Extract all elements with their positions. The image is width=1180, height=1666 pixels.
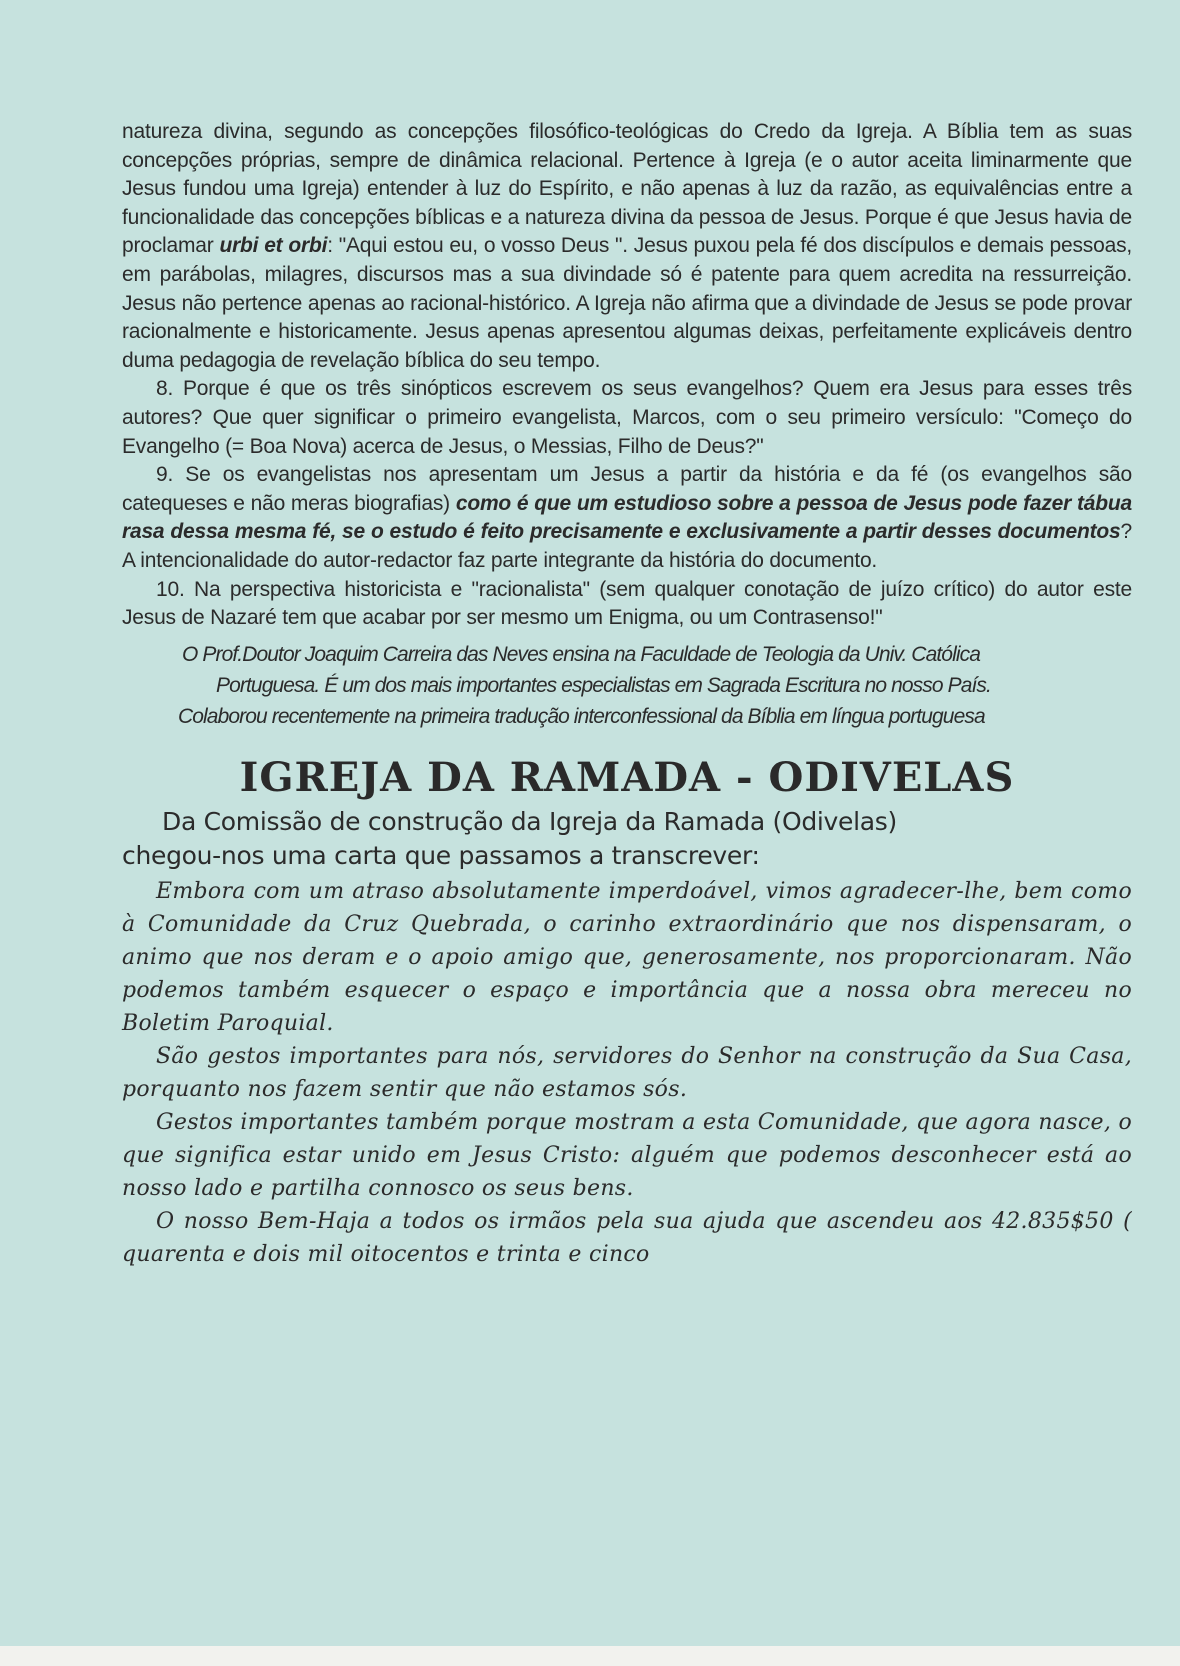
paragraph-text: 9. Se os evangelistas nos apresentam um Jesus a partir da história e da fé (os evangelhos são catequeses e não meras biografias) bbox=[122, 463, 1132, 515]
paragraph-9 bbox=[122, 461, 1132, 575]
intro-line-2: chegou-nos uma carta que passamos a transcrever: bbox=[122, 840, 760, 870]
paragraph-7-continued bbox=[122, 118, 1132, 375]
credit-line-1: O Prof.Doutor Joaquim Carreira das Neves ensina na Faculdade de Teologia da Univ. Católica bbox=[182, 642, 980, 666]
letter-paragraph-1: Embora com um atraso absolutamente imperdoável, vimos agradecer-lhe, bem como à Comunidade da Cruz Quebrada, o carinho extraordinário que nos dispensaram, o animo que nos deram e o apoio amigo que, generosamente, nos proporcionaram. Não podemos também esquecer o espaço e importância que a nossa obra mereceu no Boletim Paroquial. bbox=[122, 878, 1132, 1036]
letter-paragraph-2: São gestos importantes para nós, servidores do Senhor na construção da Sua Casa, porquanto nos fazem sentir que não estamos sós. bbox=[122, 1043, 1132, 1102]
credit-line-2: Portuguesa. É um dos mais importantes especialistas em Sagrada Escritura no nosso País. bbox=[216, 673, 991, 697]
article-body bbox=[122, 118, 1132, 633]
author-credit bbox=[122, 639, 1132, 732]
letter-body bbox=[122, 875, 1132, 1271]
latin-phrase: urbi et orbi bbox=[219, 234, 328, 258]
letter-paragraph-4: O nosso Bem-Haja a todos os irmãos pela sua ajuda que ascendeu aos 42.835$50 ( quarenta e dois mil oitocentos e trinta e cinco bbox=[122, 1208, 1132, 1267]
paragraph-text-continued: : "Aqui estou eu, o vosso Deus ". Jesus puxou pela fé dos discípulos e demais pessoas, em parábolas, milagres, discursos mas a sua divindade só é patente para quem acredita na ressurreição. Jesus não pertence apenas ao racional-histórico. A Igreja não afirma que a divindade de Jesus se pode provar racionalmente e historicamente. Jesus apenas apresentou algumas deixas, perfeitamente explicáveis dentro duma pedagogia de revelação bíblica do seu tempo. bbox=[122, 234, 1132, 372]
credit-line-3: Colaborou recentemente na primeira tradução interconfessional da Bíblia em língua portuguesa bbox=[178, 704, 985, 728]
paragraph-text-continued: ? A intencionalidade do autor-redactor faz parte integrante da história do documento. bbox=[122, 520, 1132, 572]
intro-line-1: Da Comissão de construção da Igreja da Ramada (Odivelas) bbox=[162, 806, 897, 836]
paragraph-text: natureza divina, segundo as concepções filosófico-teológicas do Credo da Igreja. A Bíblia tem as suas concepções próprias, sempre de dinâmica relacional. Pertence à Igreja (e o autor aceita liminarmente que Jesus fundou uma Igreja) entender à luz do Espírito, e não apenas à luz da razão, as equivalências entre a funcionalidade das concepções bíblicas e a natureza divina da pessoa de Jesus. Porque é que Jesus havia de proclamar bbox=[122, 120, 1132, 258]
letter-paragraph-3: Gestos importantes também porque mostram a esta Comunidade, que agora nasce, o que significa estar unido em Jesus Cristo: alguém que podemos desconhecer está ao nosso lado e partilha connosco os seus bens. bbox=[122, 1109, 1132, 1201]
paragraph-10: 10. Na perspectiva historicista e "racionalista" (sem qualquer conotação de juízo crítico) do autor este Jesus de Nazaré tem que acabar por ser mesmo um Enigma, ou um Contrasenso!" bbox=[122, 577, 1132, 630]
section-title: IGREJA DA RAMADA - ODIVELAS bbox=[239, 753, 1015, 801]
page-content bbox=[122, 118, 1132, 1271]
scan-edge bbox=[0, 1646, 1180, 1666]
paragraph-8: 8. Porque é que os três sinópticos escrevem os seus evangelhos? Quem era Jesus para esses três autores? Que quer significar o primeiro evangelista, Marcos, com o seu primeiro versículo: "Começo do Evangelho (= Boa Nova) acerca de Jesus, o Messias, Filho de Deus?" bbox=[122, 377, 1132, 458]
emphasized-question: como é que um estudioso sobre a pessoa de Jesus pode fazer tábua rasa dessa mesma fé, se o estudo é feito precisamente e exclusivamente a partir desses documentos bbox=[122, 491, 1132, 544]
section-intro bbox=[122, 805, 1132, 873]
